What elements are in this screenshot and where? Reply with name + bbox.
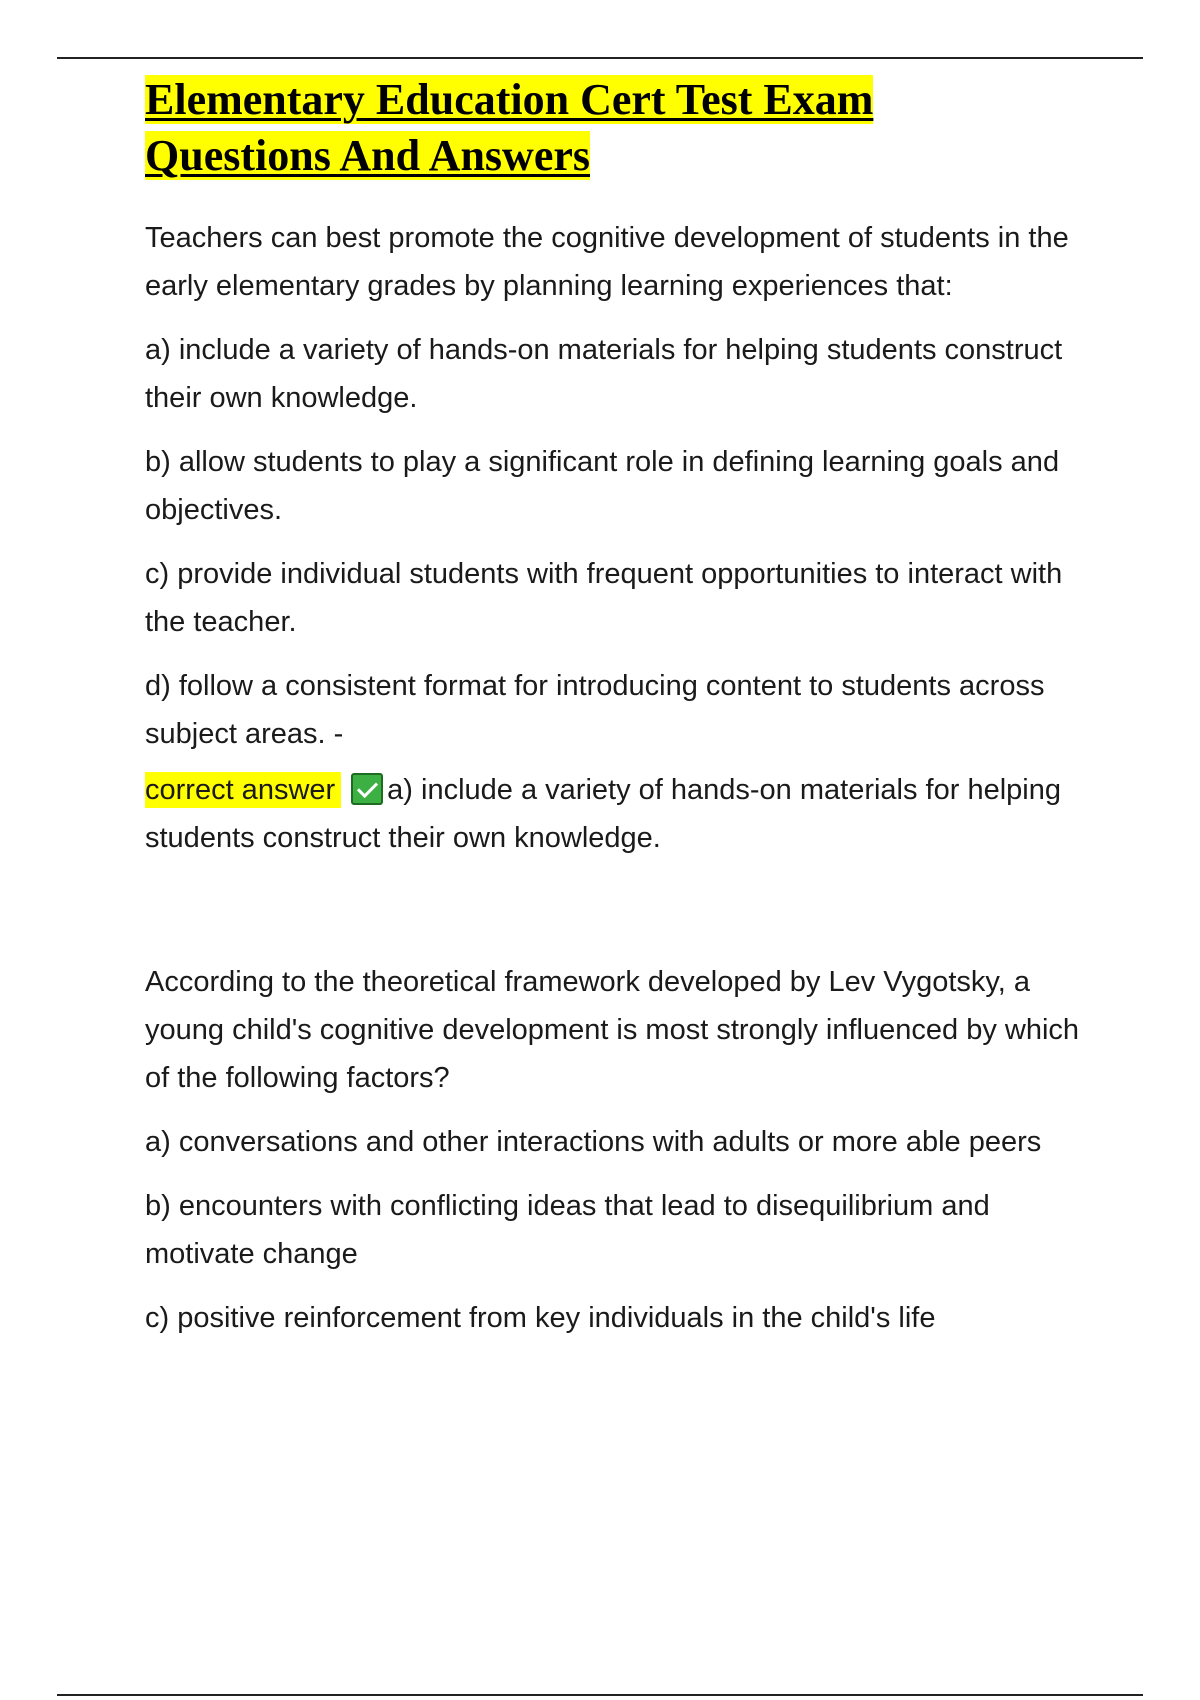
question-2-option-c: c) positive reinforcement from key individuals in the child's life	[145, 1302, 936, 1334]
question-1-option-d: d) follow a consistent format for introducing content to students across subject areas. -	[145, 670, 1045, 750]
question-2-option-a: a) conversations and other interactions with adults or more able peers	[145, 1126, 1042, 1158]
question-2	[145, 958, 1085, 1342]
question-1-option-a: a) include a variety of hands-on materials for helping students construct their own knowledge.	[145, 334, 1063, 414]
question-1-text: Teachers can best promote the cognitive development of students in the early elementary grades by planning learning experiences that:	[145, 222, 1069, 302]
document-body	[145, 72, 1085, 1358]
correct-answer-text: a) include a variety of hands-on materials for helping students construct their own knowledge.	[145, 774, 1061, 854]
correct-answer-label: correct answer	[145, 772, 341, 808]
question-2-text: According to the theoretical framework developed by Lev Vygotsky, a young child's cognitive development is most strongly influenced by which of the following factors?	[145, 966, 1080, 1094]
bottom-rule	[57, 1694, 1143, 1696]
top-rule	[57, 57, 1143, 59]
question-1-option-c: c) provide individual students with frequent opportunities to interact with the teacher.	[145, 558, 1063, 638]
question-1	[145, 214, 1085, 862]
question-2-option-b: b) encounters with conflicting ideas that lead to disequilibrium and motivate change	[145, 1190, 990, 1270]
page-title	[145, 72, 1085, 184]
title-line-2: Questions And Answers	[145, 131, 591, 180]
title-line-1: Elementary Education Cert Test Exam	[145, 75, 874, 124]
check-box-icon	[351, 773, 383, 805]
question-1-answer	[145, 766, 1085, 862]
section-gap	[145, 878, 1085, 958]
question-1-option-b: b) allow students to play a significant role in defining learning goals and objectives.	[145, 446, 1060, 526]
